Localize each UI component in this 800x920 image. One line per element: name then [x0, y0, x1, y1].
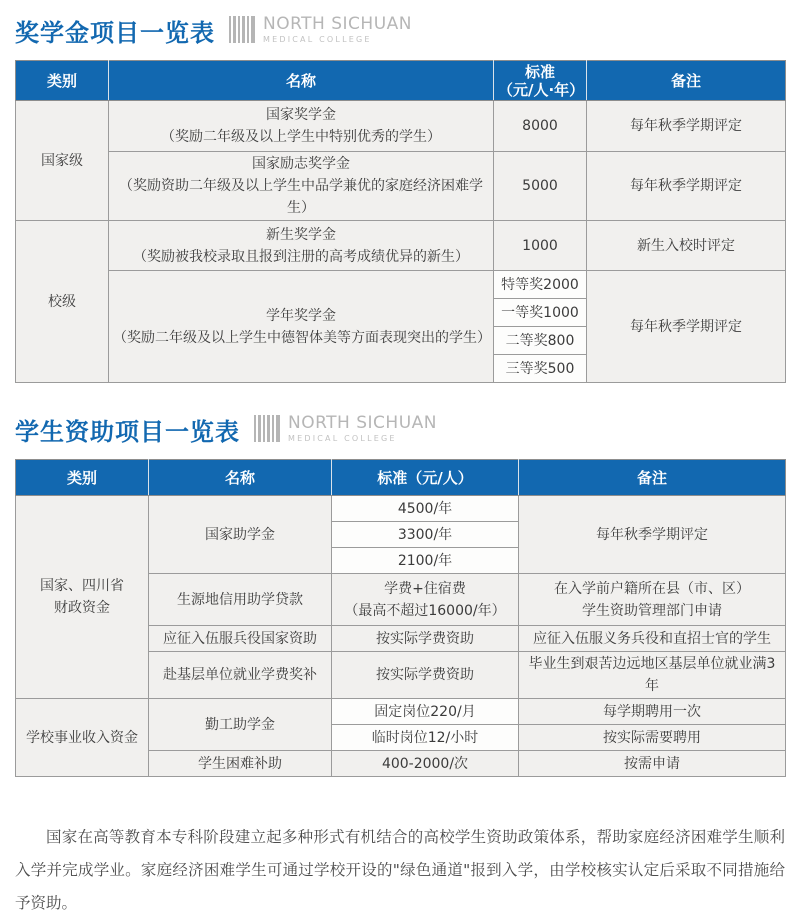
- cell-standard-tier: 一等奖1000: [494, 299, 587, 327]
- cell-standard: 按实际学费资助: [332, 652, 519, 699]
- cell-remark: 应征入伍服义务兵役和直招士官的学生: [519, 626, 786, 652]
- cell-remark: 每年秋季学期评定: [587, 152, 786, 221]
- header-standard-line2: （元/人·年）: [498, 80, 585, 99]
- cell-standard: 8000: [494, 101, 587, 152]
- logo-bars-icon: [229, 16, 255, 43]
- cell-standard: 4500/年: [332, 496, 519, 522]
- logo-bar: [263, 415, 265, 442]
- header-remark: 备注: [519, 460, 786, 496]
- cell-standard: 2100/年: [332, 548, 519, 574]
- policy-paragraph: 国家在高等教育本专科阶段建立起多种形式有机结合的高校学生资助政策体系，帮助家庭经济困难学生顺利入学并完成学业。家庭经济困难学生可通过学校开设的"绿色通道"报到入学，由学校核实认定后采取不同措施给予资助。: [15, 828, 785, 912]
- logo-text: [263, 13, 412, 44]
- cell-name: 学生困难补助: [149, 751, 332, 777]
- cell-category-school: 校级: [16, 221, 109, 383]
- cell-standard: [332, 574, 519, 626]
- college-logo: [229, 13, 412, 44]
- header-name: 名称: [149, 460, 332, 496]
- cell-standard: 按实际学费资助: [332, 626, 519, 652]
- category-line1: 国家、四川省: [40, 578, 124, 594]
- cell-standard: 400-2000/次: [332, 751, 519, 777]
- cell-standard: 1000: [494, 221, 587, 271]
- logo-bar: [254, 415, 256, 442]
- cell-name: [109, 271, 494, 383]
- cell-remark: 毕业生到艰苦边远地区基层单位就业满3年: [519, 652, 786, 699]
- logo-bar: [238, 16, 240, 43]
- cell-standard: 5000: [494, 152, 587, 221]
- logo-name-line2: MEDICAL COLLEGE: [263, 34, 372, 44]
- category-line2: 财政资金: [54, 600, 110, 616]
- header-remark: 备注: [587, 61, 786, 101]
- cell-name: 生源地信用助学贷款: [149, 574, 332, 626]
- header-category: 类别: [16, 460, 149, 496]
- table-row: [16, 101, 786, 152]
- scholarship-section-title: 奖学金项目一览表: [15, 18, 215, 47]
- scholarship-desc: （奖励二年级及以上学生中特别优秀的学生）: [161, 129, 441, 145]
- cell-category-government: [16, 496, 149, 699]
- cell-remark: 按需申请: [519, 751, 786, 777]
- logo-name-line1: NORTH SICHUAN: [288, 412, 437, 433]
- header-name: 名称: [109, 61, 494, 101]
- scholarship-name: 学年奖学金: [266, 307, 336, 324]
- cell-name: [109, 221, 494, 271]
- cell-name: [109, 152, 494, 221]
- logo-bar: [272, 415, 274, 442]
- cell-remark: 新生入校时评定: [587, 221, 786, 271]
- scholarship-name: 国家励志奖学金: [252, 156, 350, 172]
- cell-name: 应征入伍服兵役国家资助: [149, 626, 332, 652]
- cell-remark: [519, 574, 786, 626]
- scholarship-name: 新生奖学金: [266, 226, 336, 243]
- standard-line2: （最高不超过16000/年）: [344, 602, 506, 619]
- cell-remark: 按实际需要聘用: [519, 725, 786, 751]
- logo-bar: [247, 16, 249, 43]
- logo-bar: [233, 16, 236, 43]
- table-row: [16, 271, 786, 299]
- logo-text: [288, 412, 437, 443]
- header-standard: 标准（元/人）: [332, 460, 519, 496]
- cell-standard: 3300/年: [332, 522, 519, 548]
- scholarship-desc: （奖励资助二年级及以上学生中品学兼优的家庭经济困难学生）: [119, 178, 483, 216]
- cell-name: 勤工助学金: [149, 699, 332, 751]
- logo-name-line2: MEDICAL COLLEGE: [288, 433, 397, 443]
- cell-standard-tier: 特等奖2000: [494, 271, 587, 299]
- logo-bars-icon: [254, 415, 280, 442]
- header-standard: [494, 61, 587, 101]
- logo-bar: [267, 415, 270, 442]
- table-row: [16, 152, 786, 221]
- scholarship-title-row: [15, 12, 785, 48]
- scholarship-name: 国家奖学金: [266, 107, 336, 123]
- remark-line1: 在入学前户籍所在县（市、区）: [554, 580, 750, 597]
- logo-bar: [276, 415, 280, 442]
- cell-name: 赴基层单位就业学费奖补: [149, 652, 332, 699]
- scholarship-desc: （奖励二年级及以上学生中德智体美等方面表现突出的学生）: [113, 329, 491, 346]
- table-row: [16, 496, 786, 522]
- remark-line2: 学生资助管理部门申请: [582, 602, 722, 619]
- standard-line1: 学费+住宿费: [384, 580, 466, 597]
- scholarship-table: [15, 60, 786, 383]
- header-standard-line1: 标准: [524, 62, 555, 81]
- logo-bar: [242, 16, 245, 43]
- scholarship-desc: （奖励被我校录取且报到注册的高考成绩优异的新生）: [133, 248, 469, 265]
- logo-bar: [258, 415, 261, 442]
- cell-standard-tier: 二等奖800: [494, 327, 587, 355]
- header-category: 类别: [16, 61, 109, 101]
- aid-title-row: [15, 411, 785, 447]
- cell-remark: 每年秋季学期评定: [587, 271, 786, 383]
- cell-remark: 每年秋季学期评定: [587, 101, 786, 152]
- cell-name: 国家助学金: [149, 496, 332, 574]
- college-logo: [254, 412, 437, 443]
- scholarship-header-row: [16, 61, 786, 101]
- cell-standard: 临时岗位12/小时: [332, 725, 519, 751]
- aid-header-row: [16, 460, 786, 496]
- logo-bar: [251, 16, 255, 43]
- cell-standard: 固定岗位220/月: [332, 699, 519, 725]
- aid-section-title: 学生资助项目一览表: [15, 417, 240, 446]
- cell-standard-tier: 三等奖500: [494, 355, 587, 383]
- aid-table: [15, 459, 786, 777]
- cell-remark: 每学期聘用一次: [519, 699, 786, 725]
- cell-category-school-income: 学校事业收入资金: [16, 699, 149, 777]
- table-row: [16, 699, 786, 725]
- cell-remark: 每年秋季学期评定: [519, 496, 786, 574]
- logo-name-line1: NORTH SICHUAN: [263, 13, 412, 34]
- table-row: [16, 221, 786, 271]
- logo-bar: [229, 16, 231, 43]
- cell-category-national: 国家级: [16, 101, 109, 221]
- cell-name: [109, 101, 494, 152]
